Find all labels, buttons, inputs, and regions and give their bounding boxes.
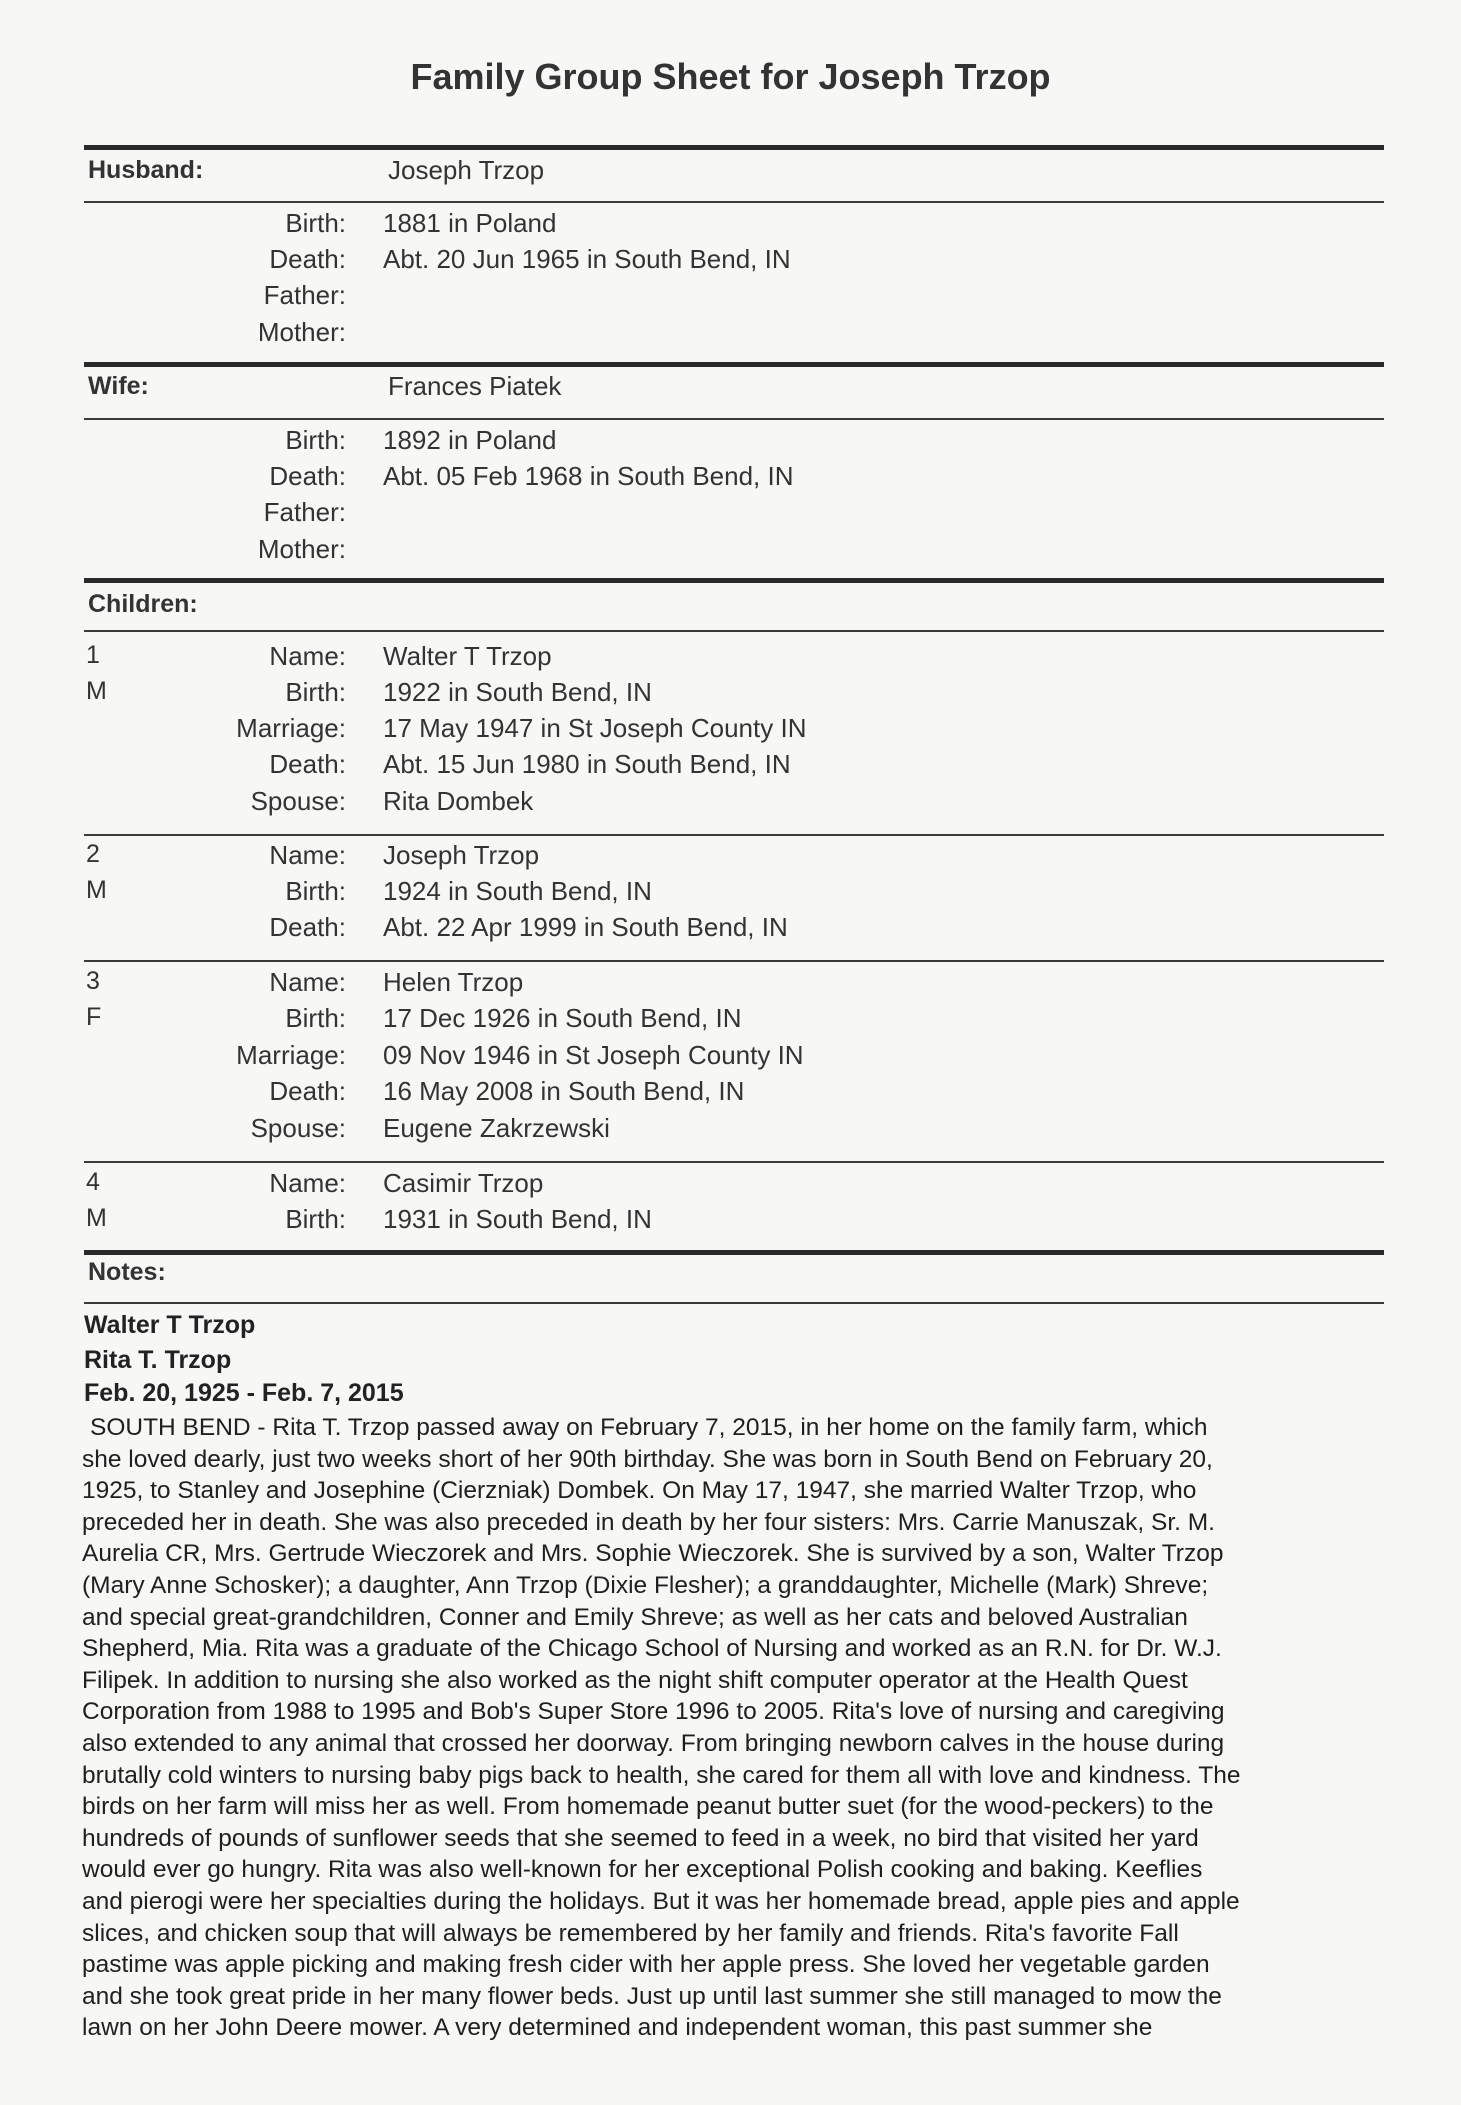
fact-label: Marriage: [236, 713, 346, 743]
fact-label: Death: [269, 244, 346, 274]
section-rule [84, 362, 1384, 367]
child-fact-row [0, 1040, 1461, 1074]
fact-value: Rita Dombek [383, 786, 534, 816]
fact-value: Abt. 15 Jun 1980 in South Bend, IN [383, 749, 791, 779]
fact-value: 09 Nov 1946 in St Joseph County IN [383, 1040, 804, 1070]
fact-label: Birth: [285, 425, 346, 455]
child-sex: M [86, 677, 107, 705]
fact-label: Mother: [257, 317, 346, 347]
wife-name: Frances Piatek [388, 371, 562, 401]
child-fact-row [0, 1076, 1461, 1110]
husband-father-row [0, 280, 1461, 314]
obituary-line: birds on her farm will miss her as well. From homemade peanut butter suet (for the wood-peckers) to the [82, 1793, 1214, 1821]
obituary-line: Shepherd, Mia. Rita was a graduate of the Chicago School of Nursing and worked as an R.N. for Dr. W.J. [82, 1635, 1222, 1663]
child-fact-row [0, 876, 1461, 910]
obituary-line: brutally cold winters to nursing baby pigs back to health, she cared for them all with love and kindness. The [82, 1761, 1241, 1789]
child-fact-row [0, 713, 1461, 747]
fact-value: Helen Trzop [383, 967, 524, 997]
wife-father-row [0, 497, 1461, 531]
wife-death-row [0, 461, 1461, 495]
obituary-text [82, 1412, 1382, 2044]
husband-label: Husband: [88, 156, 204, 184]
fact-label: Birth: [285, 208, 346, 238]
child-fact-row [0, 677, 1461, 711]
fact-label: Birth: [285, 1003, 346, 1033]
notes-label: Notes: [88, 1258, 166, 1286]
obituary-line: lawn on her John Deere mower. A very determined and independent woman, this past summer she [82, 2014, 1153, 2042]
obituary-line: Aurelia CR, Mrs. Gertrude Wieczorek and Mrs. Sophie Wieczorek. She is survived by a son, Walter Trzop [82, 1540, 1224, 1568]
child-fact-row [0, 786, 1461, 820]
fact-label: Death: [269, 1076, 346, 1106]
child-fact-row [0, 1204, 1461, 1238]
child-fact-row [0, 840, 1461, 874]
obituary-line: and she took great pride in her many flower beds. Just up until last summer she still managed to mow the [82, 1982, 1222, 2010]
fact-value: Abt. 22 Apr 1999 in South Bend, IN [383, 912, 788, 942]
obituary-line: pastime was apple picking and making fresh cider with her apple press. She loved her vegetable garden [82, 1951, 1210, 1979]
section-rule [84, 1250, 1384, 1255]
obituary-line: SOUTH BEND - Rita T. Trzop passed away on February 7, 2015, in her home on the family farm, which [90, 1414, 1208, 1441]
obituary-line: preceded her in death. She was also preceded in death by her four sisters: Mrs. Carrie Manuszak, Sr. M. [82, 1508, 1215, 1536]
fact-value: 1892 in Poland [383, 425, 557, 455]
fact-label: Mother: [257, 534, 346, 564]
child-fact-row [0, 1113, 1461, 1147]
obituary-line: would ever go hungry. Rita was also well-known for her exceptional Polish cooking and baking. Keeflies [82, 1856, 1203, 1884]
fact-value: Abt. 05 Feb 1968 in South Bend, IN [383, 461, 794, 491]
fact-label: Name: [269, 840, 346, 870]
child-fact-row [0, 749, 1461, 783]
fact-value: 1881 in Poland [383, 208, 557, 238]
obituary-line: she loved dearly, just two weeks short of her 90th birthday. She was born in South Bend on February 20, [82, 1445, 1213, 1473]
child-fact-row [0, 1168, 1461, 1202]
section-rule [84, 145, 1384, 150]
obituary-line: (Mary Anne Schosker); a daughter, Ann Trzop (Dixie Flesher); a granddaughter, Michelle (Mark) Shreve; [82, 1571, 1209, 1599]
obituary-line: and special great-grandchildren, Conner and Emily Shreve; as well as her cats and beloved Australian [82, 1603, 1188, 1631]
fact-value: Walter T Trzop [383, 641, 552, 671]
wife-mother-row [0, 534, 1461, 568]
fact-value: Abt. 20 Jun 1965 in South Bend, IN [383, 244, 791, 274]
wife-birth-row [0, 425, 1461, 459]
fact-label: Father: [263, 280, 346, 310]
obituary-line: slices, and chicken soup that will always be remembered by her family and friends. Rita's favorite Fall [82, 1919, 1179, 1947]
husband-mother-row [0, 317, 1461, 351]
child-sex: M [86, 1204, 107, 1232]
fact-value: 1922 in South Bend, IN [383, 677, 652, 707]
fact-value: 17 Dec 1926 in South Bend, IN [383, 1003, 742, 1033]
obituary-line: hundreds of pounds of sunflower seeds that she seemed to feed in a week, no bird that visited her yard [82, 1824, 1199, 1852]
fact-label: Name: [269, 967, 346, 997]
fact-label: Name: [269, 641, 346, 671]
child-number: 4 [86, 1168, 100, 1196]
fact-label: Birth: [285, 677, 346, 707]
husband-birth-row [0, 208, 1461, 242]
child-fact-row [0, 1003, 1461, 1037]
husband-name: Joseph Trzop [388, 155, 545, 185]
child-fact-row [0, 967, 1461, 1001]
child-number: 2 [86, 840, 100, 868]
child-number: 1 [86, 641, 100, 669]
row-divider [84, 960, 1384, 962]
wife-label: Wife: [88, 372, 149, 400]
fact-value: 1931 in South Bend, IN [383, 1204, 652, 1234]
fact-label: Marriage: [236, 1040, 346, 1070]
obituary-line: and pierogi were her specialties during the holidays. But it was her homemade bread, apple pies and apple [82, 1887, 1240, 1915]
fact-value: Casimir Trzop [383, 1168, 544, 1198]
notes-heading-rita: Rita T. Trzop [84, 1346, 232, 1374]
child-number: 3 [86, 967, 100, 995]
notes-heading-walter: Walter T Trzop [84, 1311, 256, 1339]
fact-label: Father: [263, 497, 346, 527]
obituary-line: also extended to any animal that crossed her doorway. From bringing newborn calves in the house during [82, 1729, 1225, 1757]
obituary-line: 1925, to Stanley and Josephine (Cierzniak) Dombek. On May 17, 1947, she married Walter Trzop, who [82, 1477, 1197, 1505]
row-divider [84, 834, 1384, 836]
fact-value: 17 May 1947 in St Joseph County IN [383, 713, 807, 743]
row-divider [84, 201, 1384, 203]
husband-death-row [0, 244, 1461, 278]
row-divider [84, 1302, 1384, 1304]
notes-heading-dates: Feb. 20, 1925 - Feb. 7, 2015 [84, 1379, 404, 1407]
fact-label: Spouse: [250, 786, 346, 816]
obituary-line: Filipek. In addition to nursing she also worked as the night shift computer operator at the Health Quest [82, 1666, 1188, 1694]
section-rule [84, 578, 1384, 583]
fact-label: Death: [269, 912, 346, 942]
children-label: Children: [88, 590, 198, 618]
fact-label: Death: [269, 749, 346, 779]
fact-value: Eugene Zakrzewski [383, 1113, 610, 1143]
page-title: Family Group Sheet for Joseph Trzop [410, 56, 1051, 97]
fact-label: Birth: [285, 876, 346, 906]
fact-value: 1924 in South Bend, IN [383, 876, 652, 906]
row-divider [84, 418, 1384, 420]
child-sex: F [86, 1003, 102, 1031]
obituary-line: Corporation from 1988 to 1995 and Bob's Super Store 1996 to 2005. Rita's love of nursing and caregiving [82, 1698, 1225, 1726]
fact-label: Death: [269, 461, 346, 491]
fact-label: Name: [269, 1168, 346, 1198]
child-fact-row [0, 912, 1461, 946]
fact-value: 16 May 2008 in South Bend, IN [383, 1076, 745, 1106]
child-sex: M [86, 876, 107, 904]
fact-label: Spouse: [250, 1113, 346, 1143]
fact-label: Birth: [285, 1204, 346, 1234]
child-fact-row [0, 641, 1461, 675]
fact-value: Joseph Trzop [383, 840, 540, 870]
row-divider [84, 1161, 1384, 1163]
row-divider [84, 630, 1384, 632]
